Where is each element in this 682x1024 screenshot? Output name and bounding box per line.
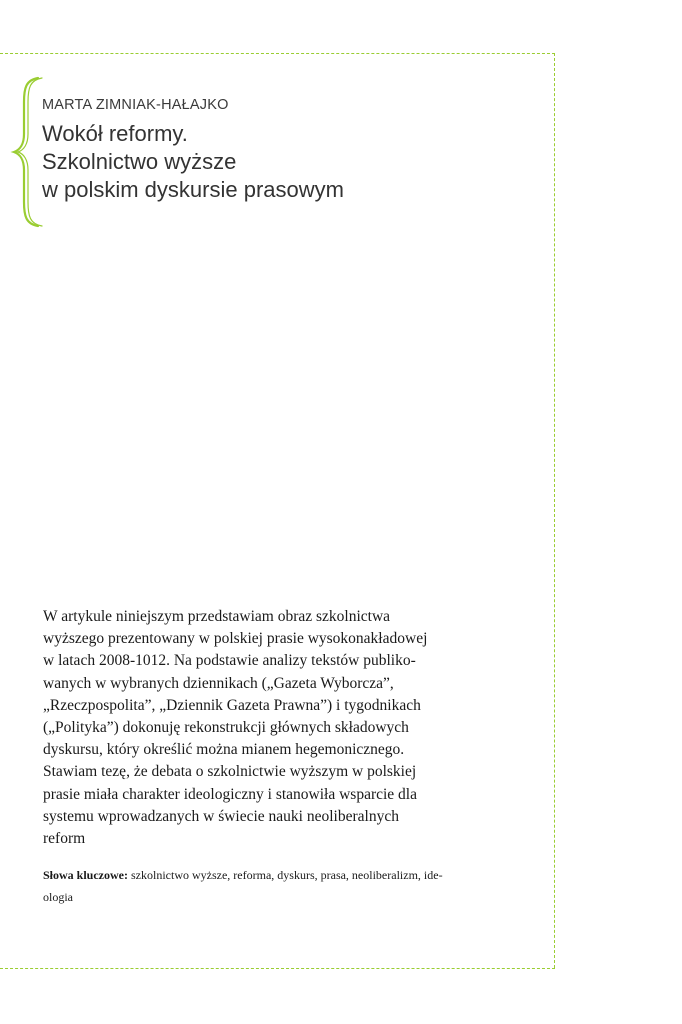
- abstract-line: („Polityka”) dokonuję rekonstrukcji głównych składowych: [43, 719, 409, 737]
- keywords-line-continued: ologia: [43, 890, 73, 904]
- keywords-label: Słowa kluczowe:: [43, 868, 128, 882]
- keywords-text: szkolnictwo wyższe, reforma, dyskurs, prasa, neoliberalizm, ide-: [128, 868, 443, 882]
- abstract-line: dyskursu, który określić można mianem hegemonicznego.: [43, 741, 405, 759]
- keywords-line: [43, 864, 483, 886]
- abstract-line: systemu wprowadzanych w świecie nauki neoliberalnych: [43, 807, 399, 825]
- title-line: Szkolnictwo wyższe: [42, 149, 237, 174]
- abstract-line: wyższego prezentowany w polskiej prasie wysokonakładowej: [43, 630, 428, 648]
- abstract-line: reform: [43, 830, 86, 848]
- curly-brace-icon: [10, 74, 44, 230]
- title-line: Wokół reformy.: [42, 121, 188, 146]
- abstract-line: w latach 2008-1012. Na podstawie analizy tekstów publiko-: [43, 652, 416, 670]
- abstract-line: Stawiam tezę, że debata o szkolnictwie wyższym w polskiej: [43, 763, 417, 781]
- author-name: MARTA ZIMNIAK-HAŁAJKO: [42, 97, 229, 113]
- abstract-line: prasie miała charakter ideologiczny i stanowiła wsparcie dla: [43, 785, 417, 803]
- frame-right-border: [554, 53, 555, 968]
- frame-top-border: [0, 53, 555, 54]
- abstract-line: wanych w wybranych dziennikach („Gazeta Wyborcza”,: [43, 674, 394, 692]
- keywords-section: [43, 864, 483, 908]
- title-line: w polskim dyskursie prasowym: [42, 177, 344, 202]
- article-title: [42, 120, 344, 204]
- abstract-paragraph: [43, 606, 468, 850]
- abstract-line: „Rzeczpospolita”, „Dziennik Gazeta Prawna”) i tygodnikach: [43, 696, 421, 714]
- frame-bottom-border: [0, 968, 555, 969]
- abstract-line: W artykule niniejszym przedstawiam obraz szkolnictwa: [43, 608, 391, 625]
